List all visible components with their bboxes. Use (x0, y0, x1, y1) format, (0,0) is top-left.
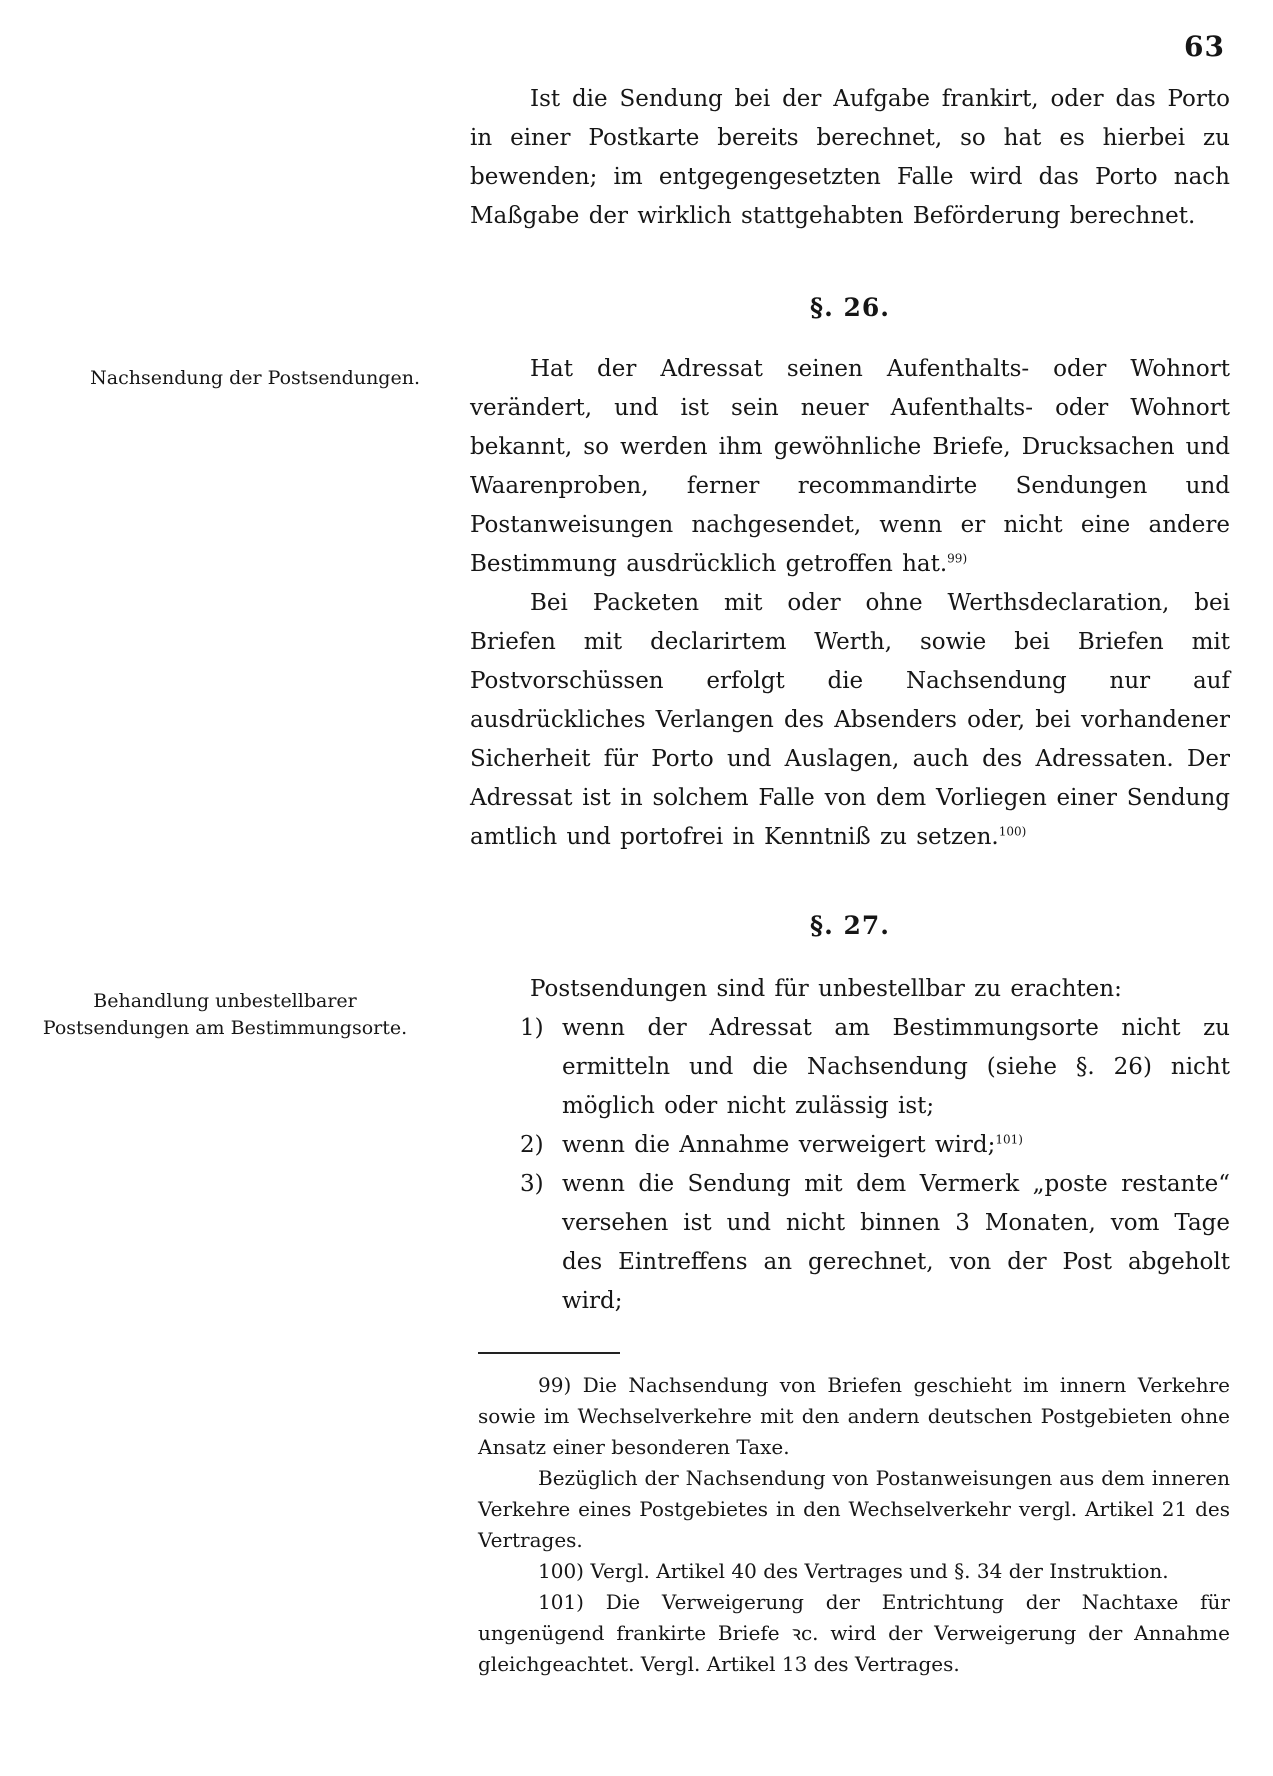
section-26-paragraph-1-text: Hat der Adressat seinen Aufenthalts- oder Wohnort verändert, und ist sein neuer Aufenthalts- oder Wohnort bekannt, so werden ihm gewöhnliche Briefe, Drucksachen und Waarenproben, ferner recommandirte Sendungen und Postanweisungen nachgesendet, wenn er nicht eine andere Bestimmung ausdrücklich getroffen hat. (470, 356, 1230, 577)
section-26-heading: §. 26. (810, 293, 890, 322)
list-item-text: wenn die Annahme verweigert wird; (562, 1132, 996, 1158)
list-item-text: wenn die Sendung mit dem Vermerk „poste restante“ versehen ist und nicht binnen 3 Monaten, vom Tage des Eintreffens an gerechnet, von der Post abgeholt wird; (562, 1171, 1230, 1314)
footnote-99: 99) Die Nachsendung von Briefen geschieht im innern Verkehre sowie im Wechselverkehre mit den andern deutschen Postgebieten ohne Ansatz einer besonderen Taxe. (478, 1373, 1230, 1459)
intro-paragraph: Ist die Sendung bei der Aufgabe frankirt, oder das Porto in einer Postkarte bereits berechnet, so hat es hierbei zu bewenden; im entgegengesetzten Falle wird das Porto nach Maßgabe der wirklich stattgehabten Beförderung berechnet. (470, 86, 1230, 229)
page-number: 63 (1184, 30, 1225, 63)
section-26-paragraph-2-text: Bei Packeten mit oder ohne Werthsdeclaration, bei Briefen mit declarirtem Werth, sowie bei Briefen mit Postvorschüssen erfolgt die Nachsendung nur auf ausdrückliches Verlangen des Absenders oder, bei vorhandener Sicherheit für Porto und Auslagen, auch des Adressaten. Der Adressat ist in solchem Falle von dem Vorliegen einer Sendung amtlich und portofrei in Kenntniß zu setzen. (470, 590, 1230, 850)
section-26-paragraph-2 (470, 584, 1230, 857)
margin-note-unbestellbar: Behandlung unbestellbarer Postsendungen am Bestimmungsorte. (42, 990, 408, 1039)
footnote-100: 100) Vergl. Artikel 40 des Vertrages und §. 34 der Instruktion. (538, 1559, 1169, 1583)
footnotes (478, 1370, 1230, 1680)
footnote-101: 101) Die Verweigerung der Entrichtung der Nachtaxe für ungenügend frankirte Briefe ꝛc. wird der Verweigerung der Annahme gleichgeachtet. Vergl. Artikel 13 des Vertrages. (478, 1590, 1230, 1676)
footnote-divider (478, 1352, 620, 1354)
footnote-ref-100: 100) (998, 824, 1027, 839)
list-item-number: 2) (520, 1132, 544, 1158)
footnote-99-continued: Bezüglich der Nachsendung von Postanweisungen aus dem inneren Verkehre eines Postgebietes in den Wechselverkehr vergl. Artikel 21 des Vertrages. (478, 1466, 1230, 1552)
list-item-number: 3) (520, 1171, 544, 1197)
footnote-ref-101: 101) (995, 1132, 1023, 1147)
list-item (470, 1165, 1230, 1321)
unbestellbar-conditions-list (470, 1009, 1230, 1321)
main-text-column (470, 80, 1230, 1321)
margin-note-nachsendung: Nachsendung der Postsendungen. (90, 367, 420, 389)
list-item-number: 1) (520, 1015, 544, 1041)
list-item (470, 1009, 1230, 1126)
section-27-heading: §. 27. (810, 911, 890, 940)
footnote-ref-99: 99) (947, 551, 968, 566)
list-item-text: wenn der Adressat am Bestimmungsorte nicht zu ermitteln und die Nachsendung (siehe §. 26) nicht möglich oder nicht zulässig ist; (562, 1015, 1230, 1119)
section-27-intro: Postsendungen sind für unbestellbar zu erachten: (530, 976, 1122, 1002)
section-26-paragraph-1 (470, 350, 1230, 584)
list-item (470, 1126, 1230, 1165)
